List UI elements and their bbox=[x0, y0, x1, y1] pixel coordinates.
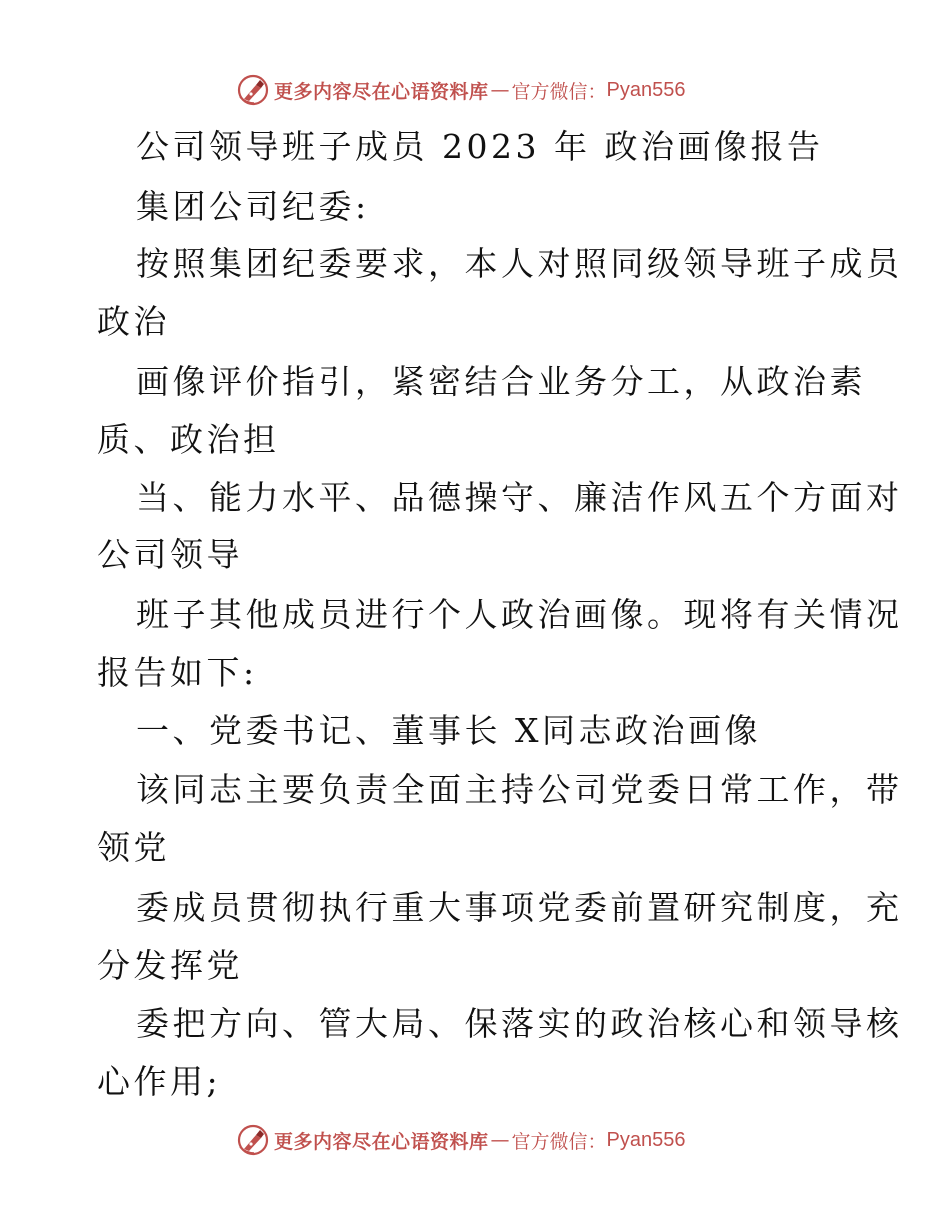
body-line: 画像评价指引，紧密结合业务分工，从政治素 bbox=[136, 362, 866, 401]
pen-nib-logo-icon bbox=[236, 73, 270, 107]
watermark-label: 官方微信： bbox=[511, 80, 607, 103]
watermark-header bbox=[236, 73, 756, 107]
body-line: 质、政治担 bbox=[97, 420, 280, 459]
body-line: 委把方向、管大局、保落实的政治核心和领导核 bbox=[136, 1004, 903, 1043]
body-line: 领党 bbox=[97, 828, 170, 867]
addressee: 集团公司纪委: bbox=[136, 187, 370, 226]
body-line: 委成员贯彻执行重大事项党委前置研究制度，充 bbox=[136, 888, 903, 927]
watermark-label: 官方微信： bbox=[511, 1130, 607, 1153]
watermark-separator: — bbox=[490, 1129, 510, 1151]
body-line: 报告如下: bbox=[97, 653, 258, 692]
watermark-text: 更多内容尽在心语资料库 bbox=[274, 1130, 489, 1153]
body-line: 按照集团纪委要求，本人对照同级领导班子成员 bbox=[136, 244, 903, 283]
watermark-footer bbox=[236, 1123, 756, 1157]
body-line: 分发挥党 bbox=[97, 946, 243, 985]
body-line: 班子其他成员进行个人政治画像。现将有关情况 bbox=[136, 595, 903, 634]
body-line: 公司领导 bbox=[97, 535, 243, 574]
pen-nib-logo-icon bbox=[236, 1123, 270, 1157]
body-line: 该同志主要负责全面主持公司党委日常工作，带 bbox=[136, 770, 903, 809]
watermark-wechat-id: Pyan556 bbox=[606, 1128, 686, 1151]
body-line: 当、能力水平、品德操守、廉洁作风五个方面对 bbox=[136, 478, 903, 517]
watermark-separator: — bbox=[490, 79, 510, 101]
document-title: 公司领导班子成员 2023 年 政治画像报告 bbox=[136, 127, 824, 166]
body-line: 心作用; bbox=[97, 1062, 222, 1101]
section-heading: 一、党委书记、董事长 X同志政治画像 bbox=[136, 711, 761, 750]
body-line: 政治 bbox=[97, 302, 170, 341]
watermark-wechat-id: Pyan556 bbox=[606, 78, 686, 101]
watermark-text: 更多内容尽在心语资料库 bbox=[274, 80, 489, 103]
